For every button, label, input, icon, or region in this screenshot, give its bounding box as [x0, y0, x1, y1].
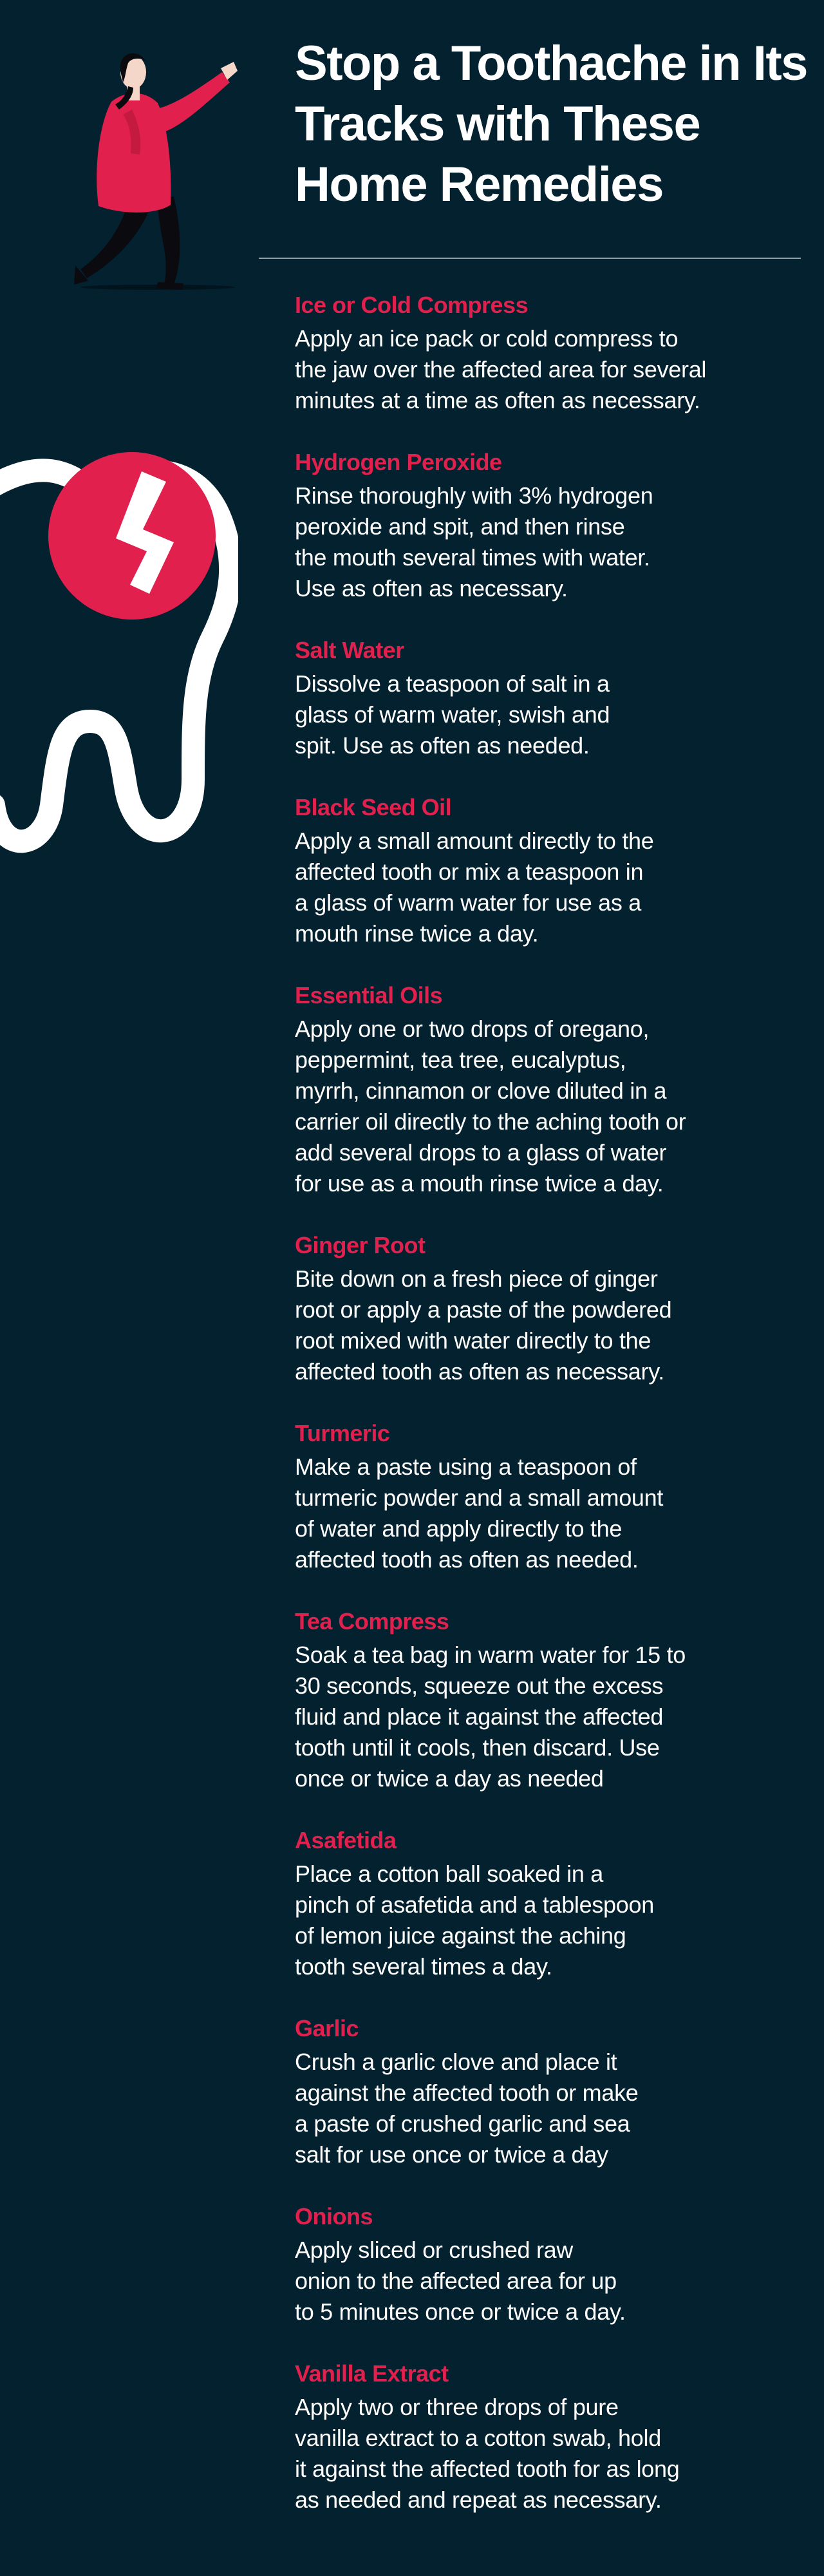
remedy-onions [295, 2202, 803, 2327]
remedy-text: Bite down on a fresh piece of ginger root or apply a paste of the powdered root mixed with water directly to the affected tooth as often as necessary. [295, 1265, 672, 1385]
remedy-turmeric [295, 1419, 803, 1575]
page-title: Stop a Toothache in Its Tracks with These Home Remedies [295, 36, 807, 212]
remedy-title: Vanilla Extract [295, 2360, 449, 2387]
remedy-text: Apply sliced or crushed raw onion to the affected area for up to 5 minutes once or twice a day. [295, 2237, 626, 2325]
remedy-title: Ginger Root [295, 1232, 426, 1258]
remedy-text: Apply an ice pack or cold compress to the jaw over the affected area for several minutes at a time as often as necessary. [295, 325, 707, 413]
remedy-garlic [295, 2014, 803, 2170]
remedy-hydrogen-peroxide [295, 448, 803, 604]
remedy-title: Black Seed Oil [295, 794, 452, 820]
person-holding-jaw-icon [61, 26, 241, 296]
remedy-title: Garlic [295, 2015, 359, 2041]
remedy-title: Turmeric [295, 1420, 390, 1446]
remedy-vanilla-extract [295, 2360, 803, 2515]
remedy-text: Dissolve a teaspoon of salt in a glass of warm water, swish and spit. Use as often as needed. [295, 670, 610, 759]
aching-tooth-icon [0, 444, 238, 869]
remedies-list [295, 291, 803, 2515]
remedy-text: Soak a tea bag in warm water for 15 to 30 seconds, squeeze out the excess fluid and place it against the affected tooth until it cools, then discard. Use once or twice a day as needed [295, 1642, 686, 1792]
remedy-text: Apply one or two drops of oregano, peppermint, tea tree, eucalyptus, myrrh, cinnamon or clove diluted in a carrier oil directly to the aching tooth or add several drops to a glass of water for use as a mouth rinse twice a day. [295, 1016, 686, 1197]
remedy-title: Tea Compress [295, 1608, 449, 1634]
remedy-text: Make a paste using a teaspoon of turmeric powder and a small amount of water and apply directly to the affected tooth as often as needed. [295, 1454, 664, 1573]
remedy-title: Essential Oils [295, 982, 443, 1009]
remedy-text: Rinse thoroughly with 3% hydrogen peroxide and spit, and then rinse the mouth several times with water. Use as often as necessary. [295, 482, 653, 601]
remedy-ginger-root [295, 1231, 803, 1387]
remedy-black-seed-oil [295, 793, 803, 949]
remedy-tea-compress [295, 1607, 803, 1794]
remedy-text: Apply two or three drops of pure vanilla extract to a cotton swab, hold it against the affected tooth for as long as needed and repeat as necessary. [295, 2394, 680, 2513]
remedy-text: Apply a small amount directly to the affected tooth or mix a teaspoon in a glass of warm water for use as a mouth rinse twice a day. [295, 828, 654, 947]
remedy-title: Hydrogen Peroxide [295, 449, 502, 475]
remedy-title: Salt Water [295, 637, 404, 663]
remedy-title: Ice or Cold Compress [295, 292, 529, 318]
remedy-title: Onions [295, 2203, 373, 2230]
remedy-essential-oils [295, 981, 803, 1199]
remedy-asafetida [295, 1826, 803, 1982]
title-divider [259, 258, 801, 259]
remedy-text: Place a cotton ball soaked in a pinch of asafetida and a tablespoon of lemon juice against the aching tooth several times a day. [295, 1861, 654, 1980]
remedy-text: Crush a garlic clove and place it against the affected tooth or make a paste of crushed garlic and sea salt for use once or twice a day [295, 2049, 639, 2168]
remedy-title: Asafetida [295, 1827, 397, 1853]
remedy-salt-water [295, 636, 803, 761]
remedy-ice-or-cold-compress [295, 291, 803, 416]
